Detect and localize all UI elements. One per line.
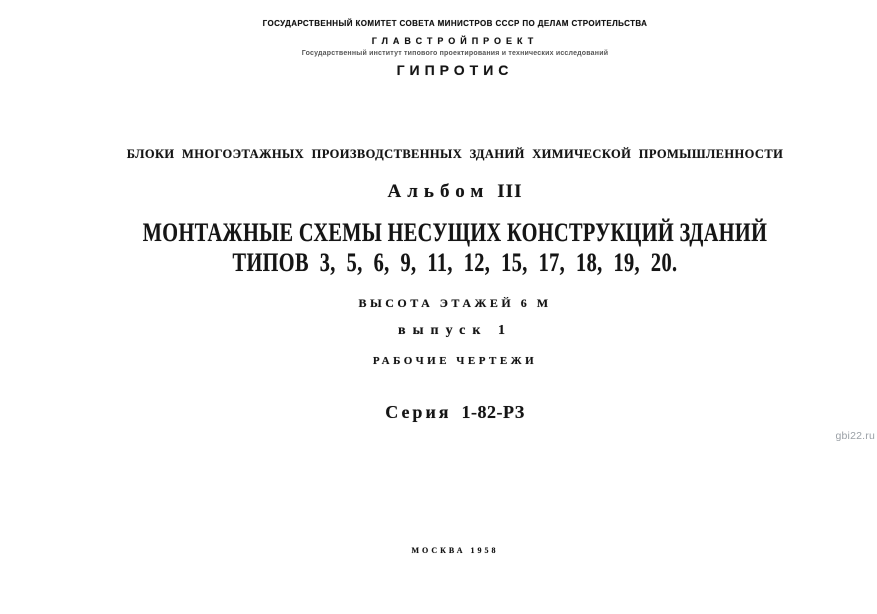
album-number: III — [497, 181, 523, 202]
glavstroyproekt-name: ГЛАВСТРОЙПРОЕКТ — [371, 36, 539, 46]
main-title-line-1: МОНТАЖНЫЕ СХЕМЫ НЕСУЩИХ КОНСТРУКЦИЙ ЗДАНИЙ — [142, 218, 768, 247]
institute-full-name: Государственный институт типового проектирования и технических исследований — [301, 50, 609, 57]
storey-height-line: ВЫСОТА ЭТАЖЕЙ 6 М — [358, 296, 552, 310]
album-label: Альбом — [387, 181, 490, 202]
album-line — [33, 182, 877, 201]
issue-line: выпуск 1 — [398, 323, 512, 338]
series-line — [33, 403, 877, 421]
document-subject: БЛОКИ МНОГОЭТАЖНЫХ ПРОИЗВОДСТВЕННЫХ ЗДАНИЙ ХИМИЧЕСКОЙ ПРОМЫШЛЕННОСТИ — [126, 147, 784, 161]
series-number: 1-82-РЗ — [461, 402, 525, 422]
series-label: Серия — [385, 402, 452, 422]
imprint-city-year: МОСКВА 1958 — [411, 546, 499, 555]
main-title-line-2: ТИПОВ 3, 5, 6, 9, 11, 12, 15, 17, 18, 19, 20. — [232, 248, 678, 277]
institute-abbreviation: ГИПРОТИС — [396, 62, 514, 78]
site-watermark: gbi22.ru — [835, 430, 875, 442]
committee-name: ГОСУДАРСТВЕННЫЙ КОМИТЕТ СОВЕТА МИНИСТРОВ СССР ПО ДЕЛАМ СТРОИТЕЛЬСТВА — [262, 19, 648, 28]
drawings-type-line: РАБОЧИЕ ЧЕРТЕЖИ — [372, 355, 538, 367]
